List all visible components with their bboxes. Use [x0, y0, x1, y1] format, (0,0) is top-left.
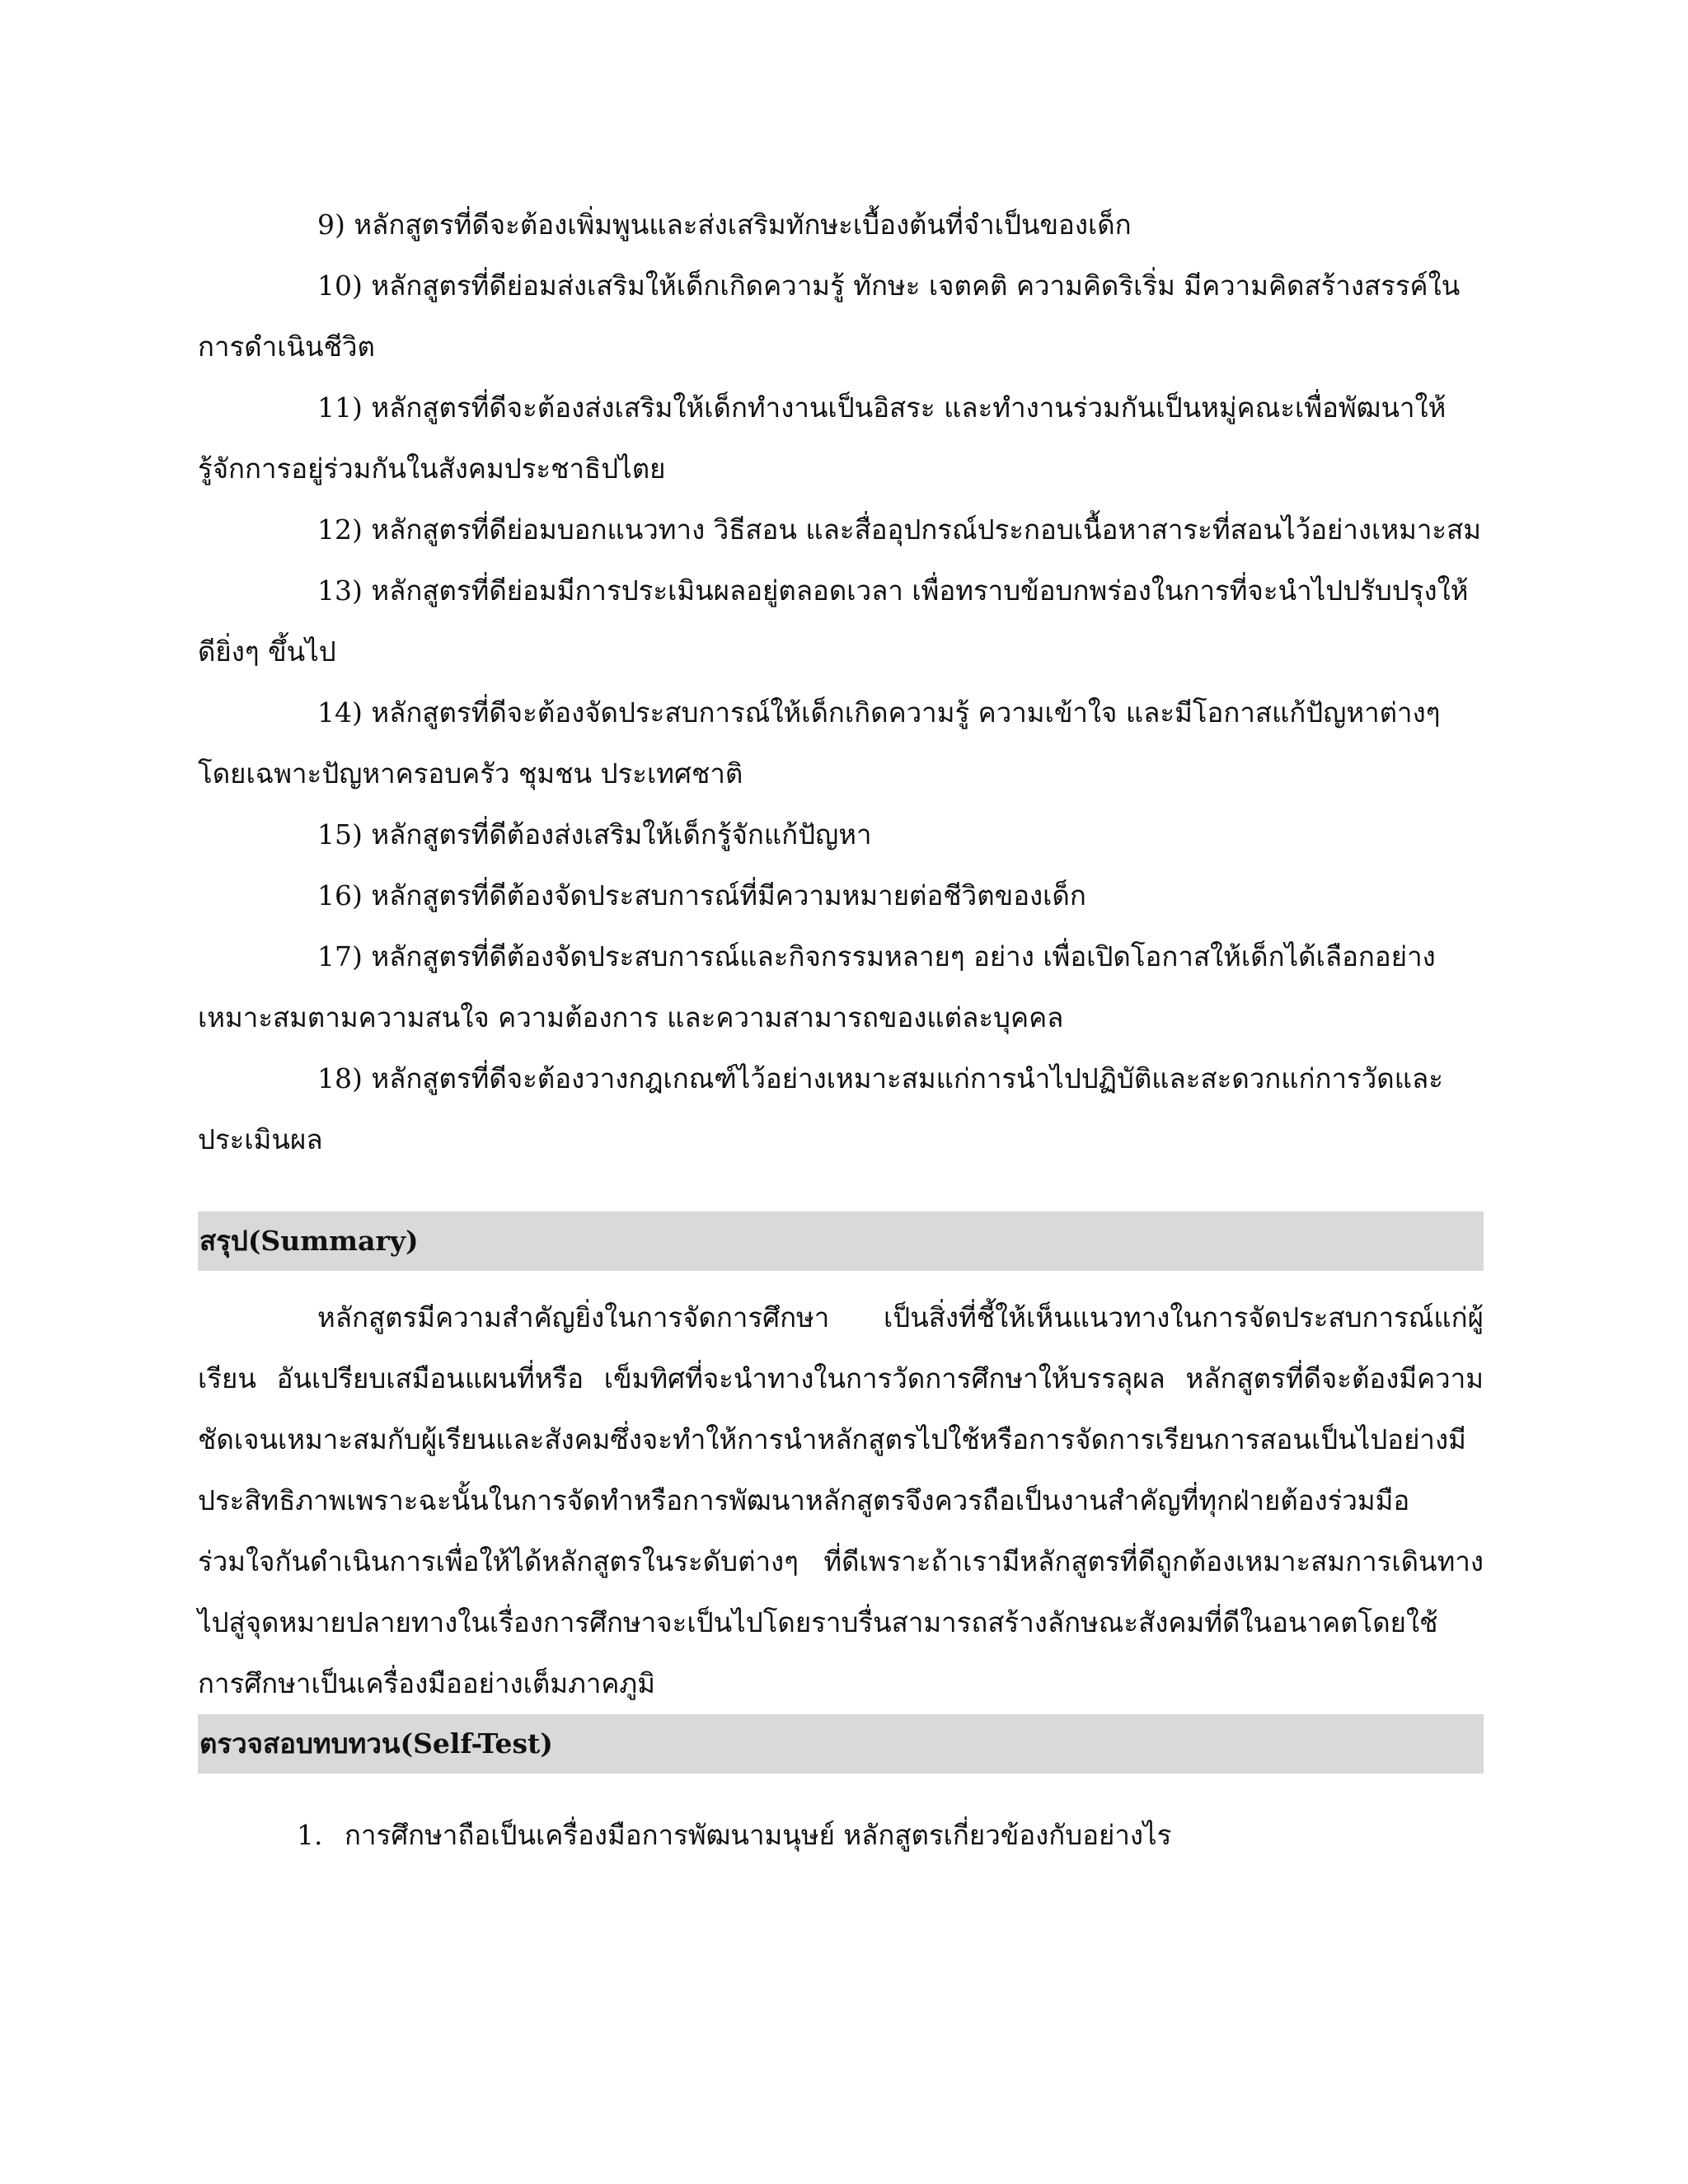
list-item: 12) หลักสูตรที่ดีย่อมบอกแนวทาง วิธีสอน และสื่ออุปกรณ์ประกอบเนื้อหาสาระที่สอนไว้อย่างเหมาะสม [317, 513, 1481, 546]
list-item: 10) หลักสูตรที่ดีย่อมส่งเสริมให้เด็กเกิดความรู้ ทักษะ เจตคติ ความคิดริเริ่ม มีความคิดสร้างสรรค์ในการดำเนินชีวิต [198, 269, 1461, 363]
list-item: 16) หลักสูตรที่ดีต้องจัดประสบการณ์ที่มีความหมายต่อชีวิตของเด็ก [317, 879, 1086, 912]
list-item: 13) หลักสูตรที่ดีย่อมมีการประเมินผลอยู่ตลอดเวลา เพื่อทราบข้อบกพร่องในการที่จะนำไปปรับปรุงให้ดียิ่งๆ ขึ้นไป [198, 574, 1469, 668]
summary-paragraph: หลักสูตรมีความสำคัญยิ่งในการจัดการศึกษา เป็นสิ่งที่ชี้ให้เห็นแนวทางในการจัดประสบการณ์แก่ผู้เรียน อันเปรียบเสมือนแผนที่หรือ เข็มทิศที่จะนำทางในการวัดการศึกษาให้บรรลุผล หลักสูตรที่ดีจะต้องมีความชัดเจนเหมาะสมกับผู้เรียนและสังคมซึ่งจะทำให้การนำหลักสูตรไปใช้หรือการจัดการเรียนการสอนเป็นไปอย่างมีประสิทธิภาพเพราะฉะนั้นในการจัดทำหรือการพัฒนาหลักสูตรจึงควรถือเป็นงานสำคัญที่ทุกฝ่ายต้องร่วมมือร่วมใจกันดำเนินการเพื่อให้ได้หลักสูตรในระดับต่างๆ ที่ดีเพราะถ้าเรามีหลักสูตรที่ดีถูกต้องเหมาะสมการเดินทางไปสู่จุดหมายปลายทางในเรื่องการศึกษาจะเป็นไปโดยราบรื่นสามารถสร้างลักษณะสังคมที่ดีในอนาคตโดยใช้การศึกษาเป็นเครื่องมืออย่างเต็มภาคภูมิ [198, 1301, 1484, 1699]
list-item: 14) หลักสูตรที่ดีจะต้องจัดประสบการณ์ให้เด็กเกิดความรู้ ความเข้าใจ และมีโอกาสแก้ปัญหาต่างๆ โดยเฉพาะปัญหาครอบครัว ชุมชน ประเทศชาติ [198, 696, 1441, 790]
list-item: 15) หลักสูตรที่ดีต้องส่งเสริมให้เด็กรู้จักแก้ปัญหา [317, 818, 872, 851]
self-test-question [198, 1805, 1484, 1866]
question-text: การศึกษาถือเป็นเครื่องมือการพัฒนามนุษย์ หลักสูตรเกี่ยวข้องกับอย่างไร [345, 1819, 1172, 1851]
list-item: 17) หลักสูตรที่ดีต้องจัดประสบการณ์และกิจกรรมหลายๆ อย่าง เพื่อเปิดโอกาสให้เด็กได้เลือกอย่างเหมาะสมตามความสนใจ ความต้องการ และความสามารถของแต่ละบุคคล [198, 940, 1436, 1033]
question-number: 1. [297, 1819, 323, 1851]
document-body [198, 194, 1484, 1866]
summary-heading: สรุป(Summary) [198, 1212, 1484, 1271]
list-item: 9) หลักสูตรที่ดีจะต้องเพิ่มพูนและส่งเสริมทักษะเบื้องต้นที่จำเป็นของเด็ก [317, 209, 1132, 241]
list-item: 11) หลักสูตรที่ดีจะต้องส่งเสริมให้เด็กทำงานเป็นอิสระ และทำงานร่วมกันเป็นหมู่คณะเพื่อพัฒนาให้รู้จักการอยู่ร่วมกันในสังคมประชาธิปไตย [198, 391, 1447, 485]
self-test-heading: ตรวจสอบทบทวน(Self-Test) [198, 1714, 1484, 1774]
list-item: 18) หลักสูตรที่ดีจะต้องวางกฎเกณฑ์ไว้อย่างเหมาะสมแก่การนำไปปฏิบัติและสะดวกแก่การวัดและประเมินผล [198, 1062, 1443, 1155]
